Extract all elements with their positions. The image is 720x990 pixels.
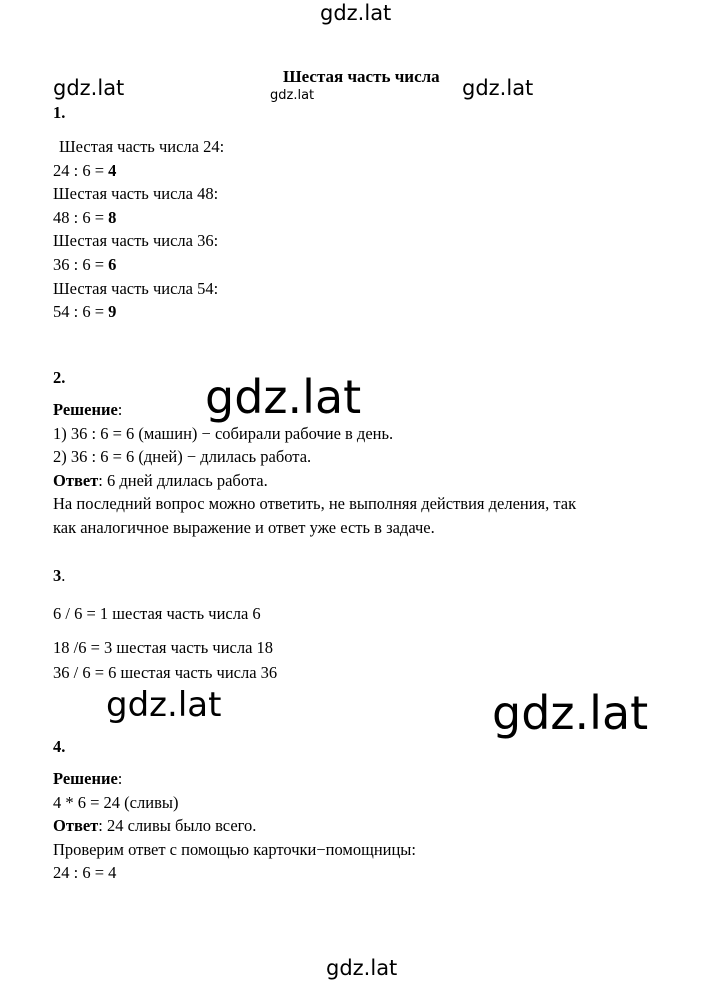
task-1-answer: 9 — [108, 302, 117, 322]
task-1-line: 24 : 6 = 4 — [53, 160, 117, 180]
watermark-right: gdz.lat — [462, 76, 534, 100]
task-4-number: 4. — [53, 737, 66, 756]
task-2-answer: Ответ: 6 дней длилась работа. — [53, 470, 268, 490]
task-4-answer: Ответ: 24 сливы было всего. — [53, 816, 257, 836]
task-1-line: Шестая часть числа 48: — [53, 184, 219, 204]
page-title: Шестая часть числа — [283, 67, 440, 86]
task-1-number: 1. — [53, 103, 66, 122]
task-1-line: Шестая часть числа 54: — [53, 278, 219, 298]
task-2-note-line: как аналогичное выражение и ответ уже есть в задаче. — [53, 517, 435, 537]
task-1-line: 54 : 6 = 9 — [53, 302, 117, 322]
task-3-number: 3. — [53, 566, 66, 585]
task-3-line: 36 / 6 = 6 шестая часть числа 36 — [53, 665, 278, 681]
task-1-answer: 6 — [108, 254, 117, 274]
task-4-check-expression: 24 : 6 = 4 — [53, 863, 117, 883]
task-1-line: Шестая часть числа 36: — [53, 231, 219, 251]
task-2-step-1: 1) 36 : 6 = 6 (машин) − собирали рабочие в день. — [53, 423, 394, 443]
task-2-note-line: На последний вопрос можно ответить, не выполняя действия деления, так — [53, 494, 577, 514]
task-3-line: 6 / 6 = 1 шестая часть числа 6 — [53, 604, 261, 623]
watermark-left: gdz.lat — [53, 76, 125, 100]
task-4-check-line: Проверим ответ с помощью карточки−помощницы: — [53, 839, 416, 859]
watermark-large: gdz.lat — [205, 370, 362, 424]
task-3-body — [53, 597, 277, 681]
task-2-solution-heading: Решение: — [53, 400, 123, 419]
task-4-body — [53, 767, 416, 885]
watermark-small: gdz.lat — [270, 88, 315, 103]
task-1-line: 36 : 6 = 6 — [53, 254, 117, 274]
task-1-answer: 4 — [108, 160, 117, 180]
watermark-large: gdz.lat — [106, 685, 222, 725]
task-3-line: 18 /6 = 3 шестая часть числа 18 — [53, 638, 274, 657]
watermark-top: gdz.lat — [320, 1, 392, 25]
task-2-step-2: 2) 36 : 6 = 6 (дней) − длилась работа. — [53, 447, 312, 467]
task-4-step-1: 4 * 6 = 24 (сливы) — [53, 792, 179, 812]
task-1-line: Шестая часть числа 24: — [59, 137, 225, 156]
task-4-solution-heading: Решение: — [53, 769, 123, 788]
task-1-body — [53, 135, 224, 324]
watermark-large: gdz.lat — [492, 686, 649, 740]
task-1-line: 48 : 6 = 8 — [53, 207, 117, 227]
task-2-number: 2. — [53, 368, 66, 387]
task-1-answer: 8 — [108, 207, 117, 227]
watermark-bottom: gdz.lat — [326, 956, 398, 980]
